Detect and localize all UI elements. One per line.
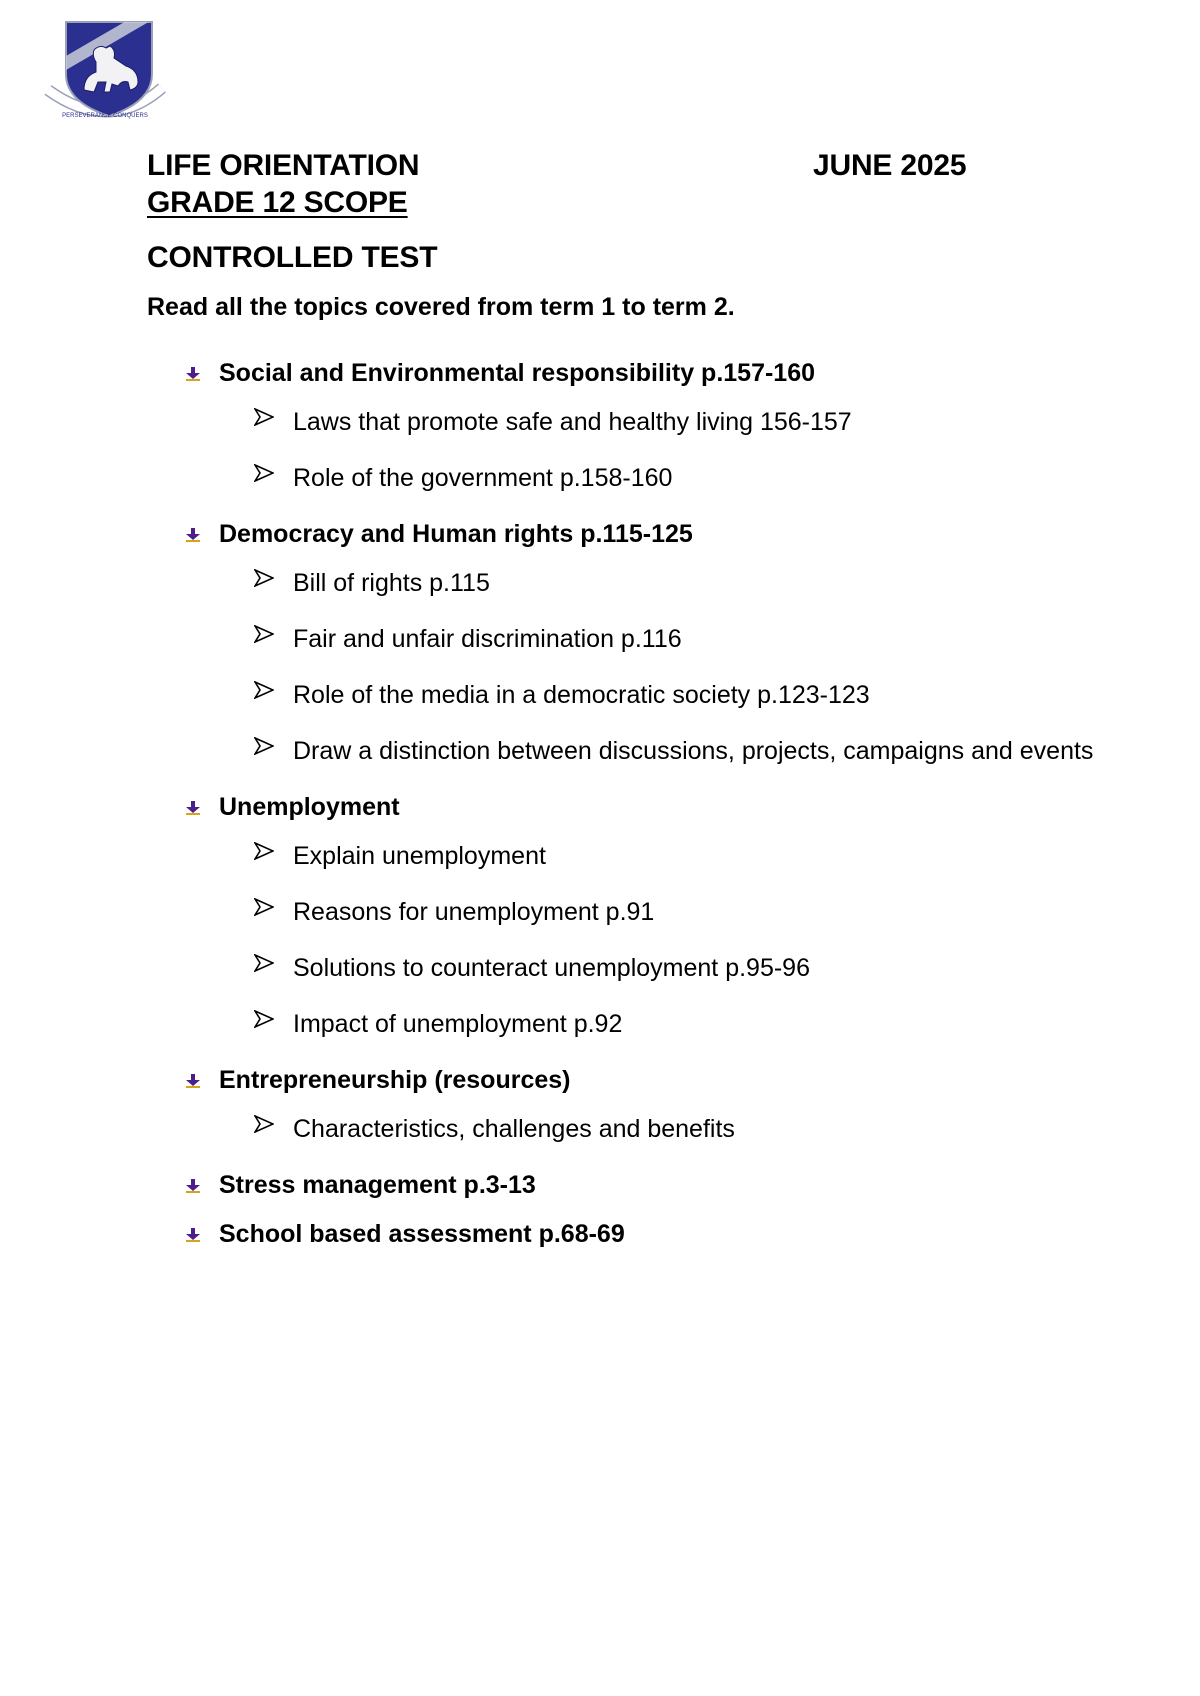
subtopic-text: Reasons for unemployment p.91 [293,898,655,926]
subtopic-item [147,615,1147,677]
down-arrow-bullet-icon [183,1074,203,1088]
subtopic-text: Explain unemployment [293,842,546,870]
topic-item [147,516,1147,565]
topic-title: Entrepreneurship (resources) [219,1066,571,1094]
school-crest-icon [38,16,168,131]
arrowhead-bullet-icon [254,408,274,426]
down-arrow-bullet-icon [183,1179,203,1193]
arrowhead-bullet-icon [254,737,274,755]
subtopic-text: Solutions to counteract unemployment p.95-96 [293,954,810,982]
test-type-heading: CONTROLLED TEST [147,241,438,274]
subtopic-text: Role of the media in a democratic society p.123-123 [293,681,870,709]
arrowhead-bullet-icon [254,464,274,482]
subtopic-item [147,1105,1147,1167]
topic-title: Social and Environmental responsibility p.157-160 [219,359,816,387]
arrowhead-bullet-icon [254,898,274,916]
arrowhead-bullet-icon [254,625,274,643]
arrowhead-bullet-icon [254,1010,274,1028]
arrowhead-bullet-icon [254,842,274,860]
svg-text:PERSEVERANCE CONQUERS: PERSEVERANCE CONQUERS [62,113,148,119]
down-arrow-bullet-icon [183,801,203,815]
topic-item [147,789,1147,838]
topics-list [147,355,1147,1265]
subtopic-item [147,944,1147,1006]
down-arrow-bullet-icon [183,367,203,381]
instruction-text: Read all the topics covered from term 1 to term 2. [147,293,735,321]
date-label: JUNE 2025 [813,149,967,182]
arrowhead-bullet-icon [254,1115,274,1133]
subtopic-text: Bill of rights p.115 [293,569,490,597]
subtopic-item [147,832,1147,894]
subtopic-item [147,1000,1147,1062]
subtopic-text: Impact of unemployment p.92 [293,1010,623,1038]
topic-item [147,1062,1147,1111]
down-arrow-bullet-icon [183,528,203,542]
subtopic-item [147,559,1147,621]
arrowhead-bullet-icon [254,569,274,587]
arrowhead-bullet-icon [254,954,274,972]
topic-title: School based assessment p.68-69 [219,1220,625,1248]
topic-title: Democracy and Human rights p.115-125 [219,520,693,548]
subtopic-text: Laws that promote safe and healthy living 156-157 [293,408,852,436]
subtopic-text: Fair and unfair discrimination p.116 [293,625,682,653]
topic-title: Stress management p.3-13 [219,1171,536,1199]
subtopic-text: Characteristics, challenges and benefits [293,1115,735,1143]
subject-title: LIFE ORIENTATION [147,149,420,182]
subtopic-item [147,454,1147,516]
topic-item [147,1167,1147,1216]
arrowhead-bullet-icon [254,681,274,699]
subtopic-item [147,398,1147,460]
subtopic-text: Draw a distinction between discussions, projects, campaigns and events [293,737,1094,765]
topic-title: Unemployment [219,793,400,821]
topic-item [147,355,1147,404]
subtopic-text: Role of the government p.158-160 [293,464,673,492]
subtopic-item [147,671,1147,733]
subtopic-item [147,727,1147,789]
down-arrow-bullet-icon [183,1228,203,1242]
grade-scope-heading: GRADE 12 SCOPE [147,186,408,219]
subtopic-item [147,888,1147,950]
topic-item [147,1216,1147,1265]
